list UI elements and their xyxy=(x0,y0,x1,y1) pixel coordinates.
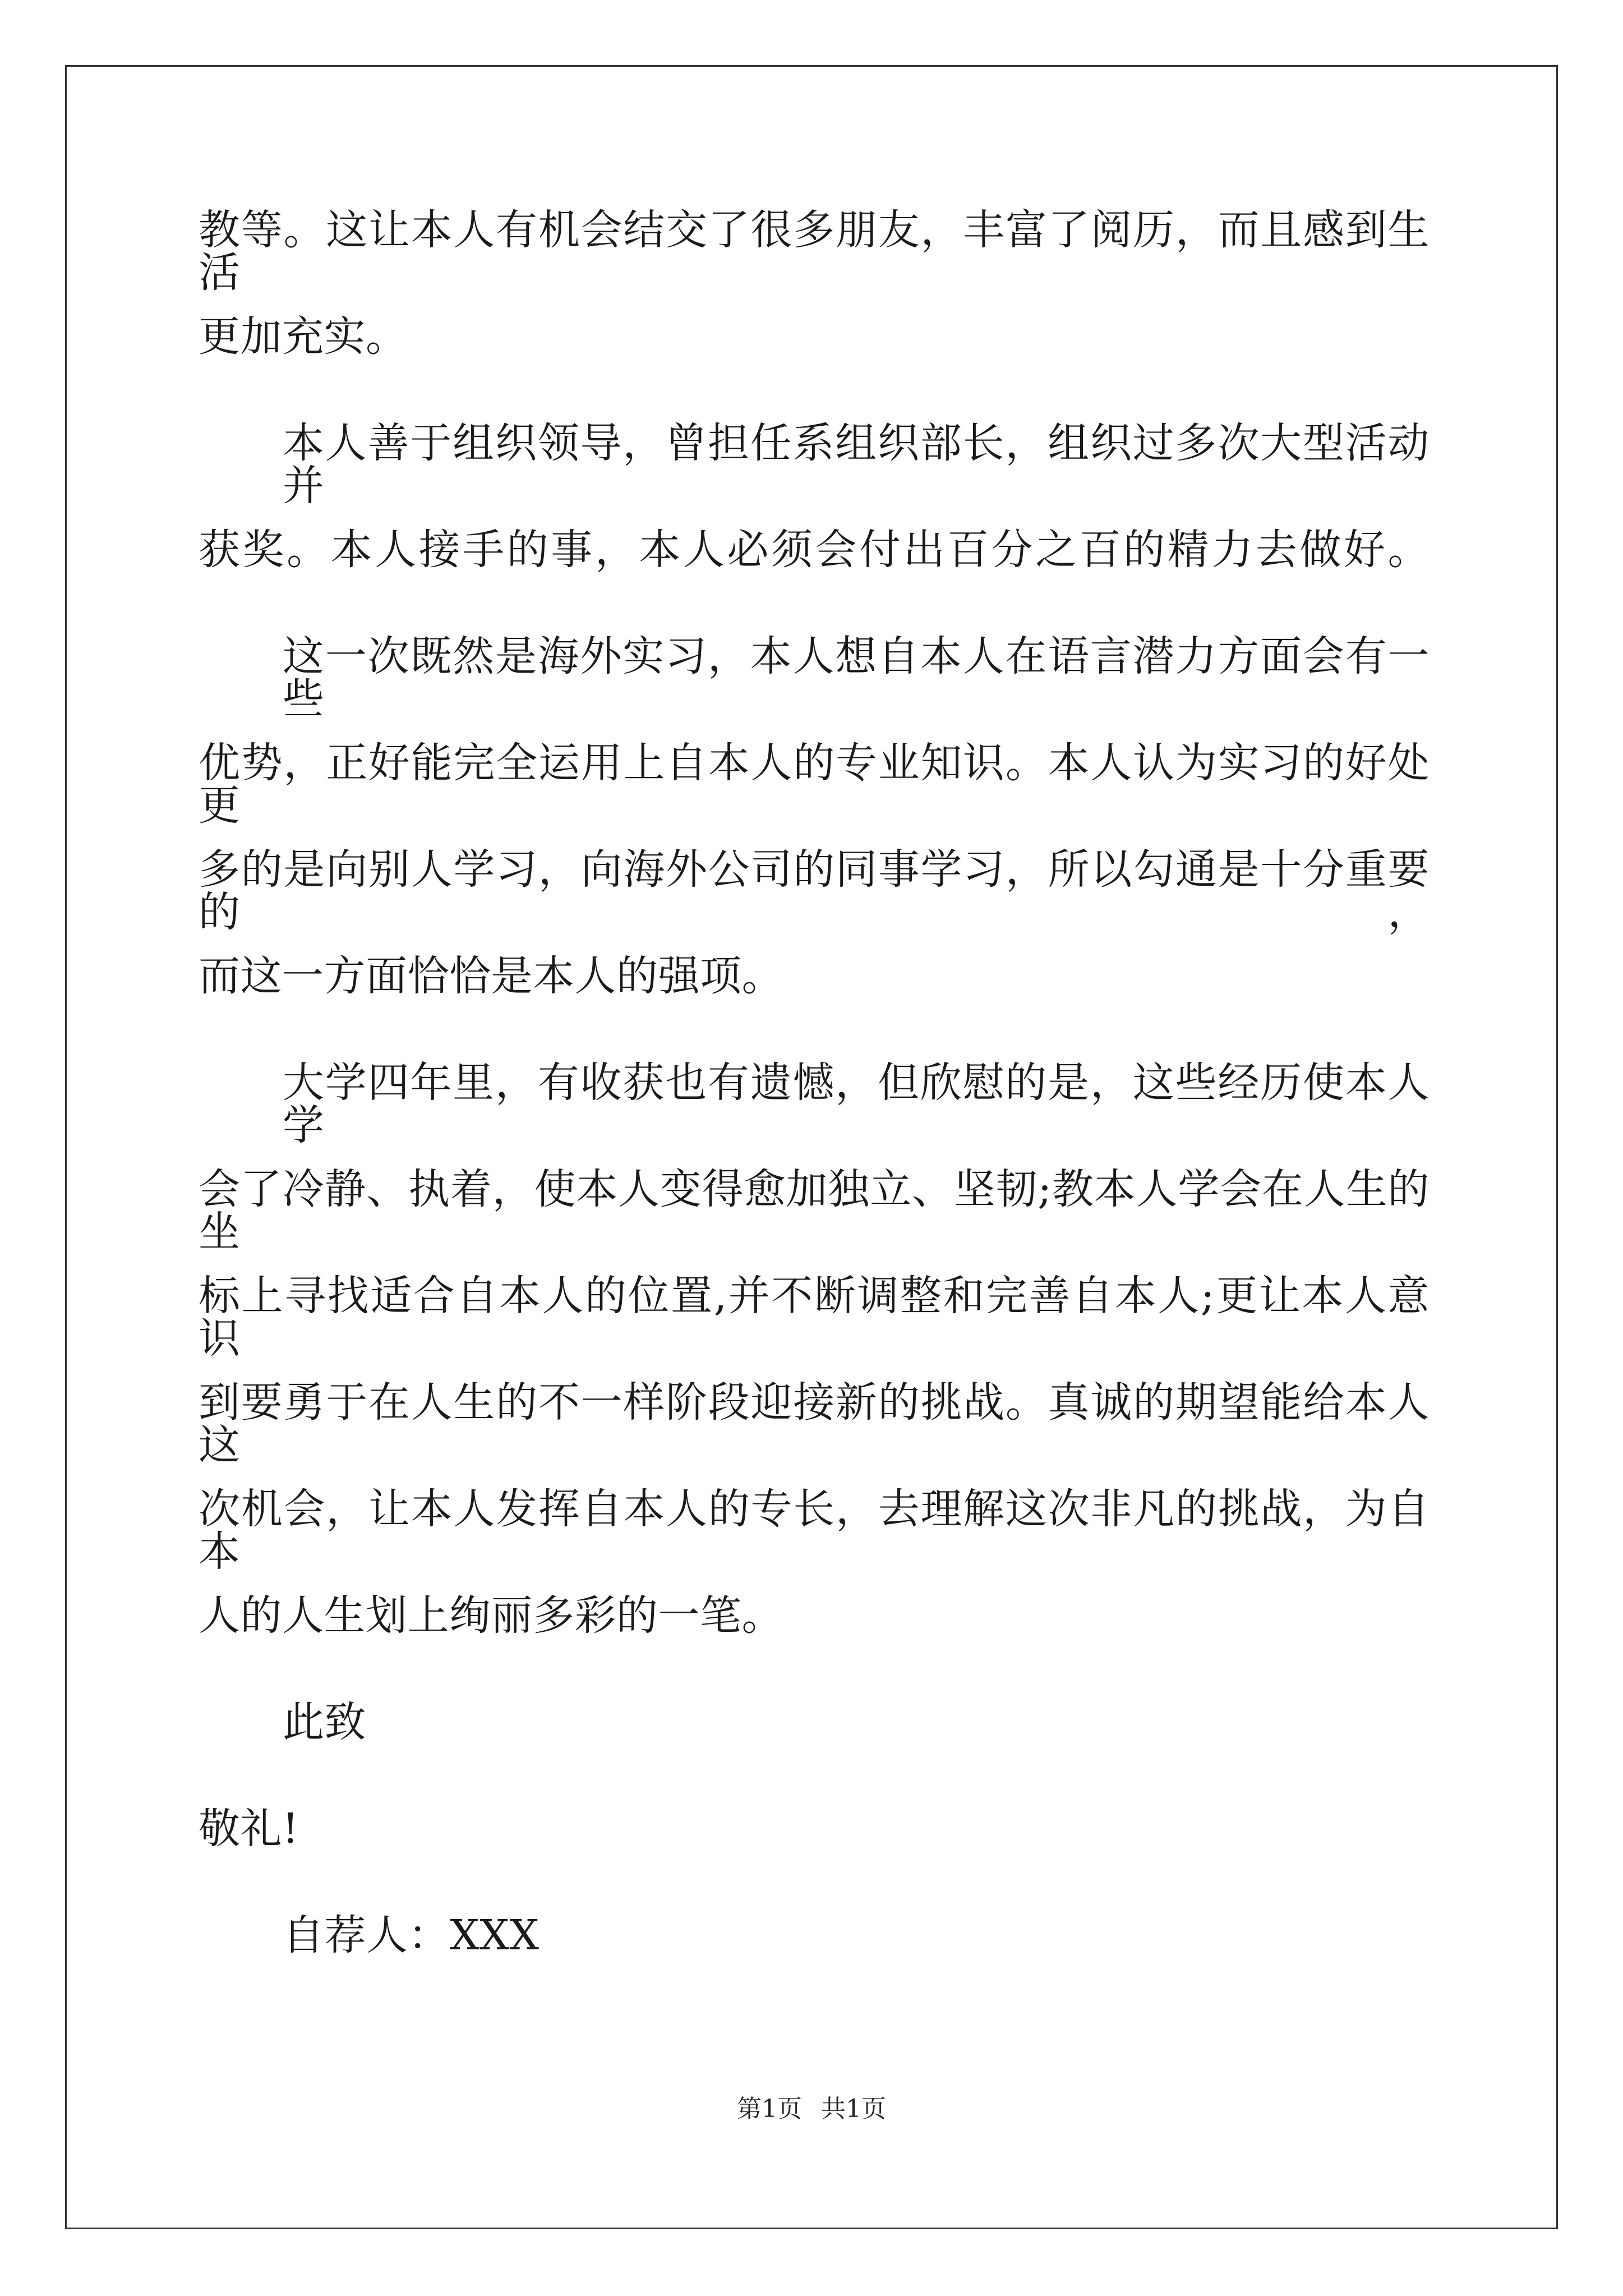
page-footer xyxy=(0,2095,1623,2123)
text-line: 标上寻找适合自本人的位置,并不断调整和完善自本人;更让本人意识 xyxy=(199,1272,1430,1363)
text-line: 到要勇于在人生的不一样阶段迎接新的挑战。真诚的期望能给本人这 xyxy=(199,1378,1430,1469)
closing-salutation: 此致 xyxy=(283,1698,366,1746)
page-number: 第1页 xyxy=(737,2095,802,2123)
closing-regards: 敬礼! xyxy=(199,1805,299,1853)
text-line: 多的是向别人学习，向海外公司的同事学习，所以勾通是十分重要的， xyxy=(199,845,1430,936)
text-line: 优势，正好能完全运用上自本人的专业知识。本人认为实习的好处更 xyxy=(199,739,1430,830)
text-line: 大学四年里，有收获也有遗憾，但欣慰的是，这些经历使本人学 xyxy=(283,1059,1430,1149)
text-line: 本人善于组织领导，曾担任系组织部长，组织过多次大型活动并 xyxy=(283,419,1430,510)
page-total: 共1页 xyxy=(821,2095,886,2123)
text-line: 而这一方面恰恰是本人的强项。 xyxy=(199,952,783,1000)
text-line: 更加充实。 xyxy=(199,312,408,361)
text-line: 会了冷静、执着，使本人变得愈加独立、坚韧;教本人学会在人生的坐 xyxy=(199,1165,1430,1256)
text-line: 教等。这让本人有机会结交了很多朋友，丰富了阅历，而且感到生活 xyxy=(199,206,1430,297)
document-body xyxy=(199,206,1430,2021)
text-line: 人的人生划上绚丽多彩的一笔。 xyxy=(199,1591,783,1640)
signature-line: 自荐人：XXX xyxy=(283,1911,540,1959)
text-line: 这一次既然是海外实习，本人想自本人在语言潜力方面会有一些 xyxy=(283,632,1430,723)
text-line: 获奖。本人接手的事，本人必须会付出百分之百的精力去做好。 xyxy=(199,526,1430,574)
text-line: 次机会，让本人发挥自本人的专长，去理解这次非凡的挑战，为自本 xyxy=(199,1485,1430,1576)
